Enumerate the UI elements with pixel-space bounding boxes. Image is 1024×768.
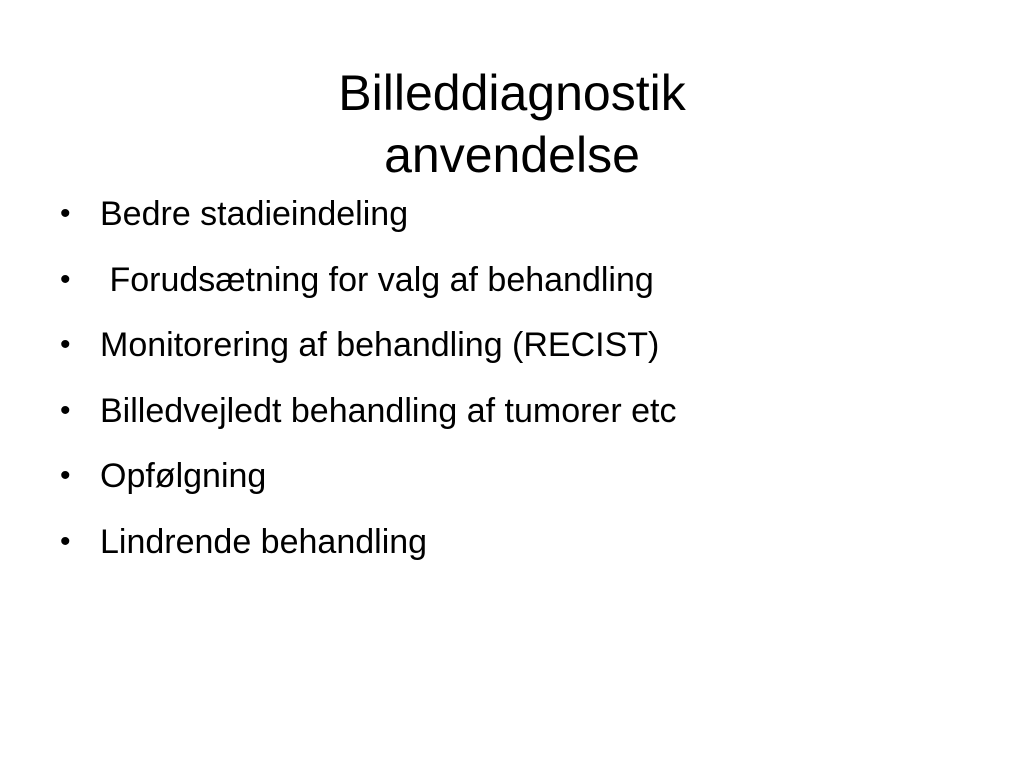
bullet-text: Lindrende behandling (100, 522, 428, 561)
bullet-text: Bedre stadieindeling (100, 195, 409, 233)
bullet-item (56, 452, 976, 518)
bullet-icon: • (60, 393, 71, 427)
title-line-2: anvendelse (384, 126, 640, 183)
bullet-text: Opfølgning (100, 457, 267, 495)
bullet-item (56, 387, 976, 453)
bullet-item (56, 190, 976, 256)
bullet-list (56, 190, 976, 583)
bullet-text: Forudsætning for valg af behandling (100, 260, 654, 299)
bullet-item (56, 321, 976, 387)
title-line-1: Billeddiagnostik (338, 64, 686, 121)
bullet-icon: • (60, 459, 71, 492)
bullet-text: Monitorering af behandling (RECIST) (100, 326, 660, 364)
bullet-text: Billedvejledt behandling af tumorer etc (100, 391, 677, 430)
bullet-item (56, 518, 976, 584)
slide-title (0, 62, 1024, 186)
bullet-icon: • (60, 262, 71, 296)
bullet-icon: • (60, 197, 71, 230)
bullet-icon: • (60, 524, 71, 558)
bullet-icon: • (60, 328, 71, 361)
bullet-item (56, 256, 976, 322)
